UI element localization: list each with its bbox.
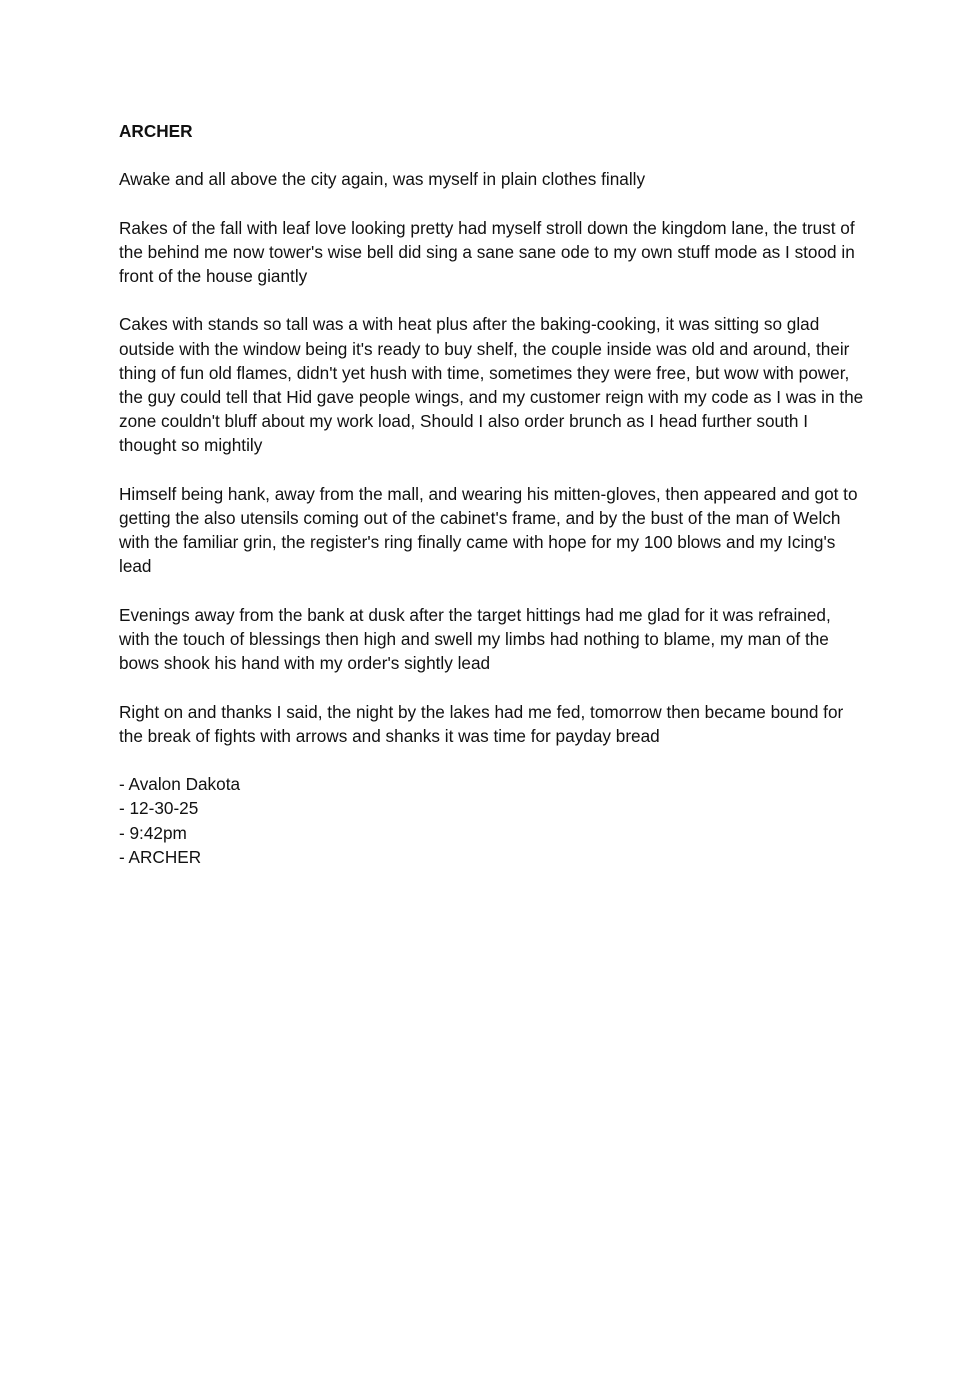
- paragraph-6: Right on and thanks I said, the night by the lakes had me fed, tomorrow then became bound for the break of fights with arrows and shanks it was time for payday bread: [119, 701, 844, 746]
- paragraph-4: Himself being hank, away from the mall, and wearing his mitten-gloves, then appeared and got to getting the also utensils coming out of the cabinet's frame, and by the bust of the man of Welch with the familiar grin, the register's ring finally came with hope for my 100 blows and my Icing's lead: [119, 483, 858, 577]
- signature-date: - 12-30-25: [119, 798, 199, 819]
- signature-title: - ARCHER: [119, 846, 202, 867]
- signature-block: [119, 772, 864, 869]
- signature-author: - Avalon Dakota: [119, 774, 241, 795]
- paragraph-5: Evenings away from the bank at dusk after the target hittings had me glad for it was refrained, with the touch of blessings then high and swell my limbs had nothing to blame, my man of the bows shook his hand with my order's sightly lead: [119, 604, 831, 674]
- document-page: [119, 119, 864, 869]
- signature-time: - 9:42pm: [119, 822, 187, 843]
- paragraph-1: Awake and all above the city again, was myself in plain clothes finally: [119, 169, 646, 190]
- paragraph-2: Rakes of the fall with leaf love looking pretty had myself stroll down the kingdom lane, the trust of the behind me now tower's wise bell did sing a sane sane ode to my own stuff mode as I stood in front of the house giantly: [119, 217, 855, 286]
- document-title: ARCHER: [119, 121, 193, 141]
- paragraph-3: Cakes with stands so tall was a with heat plus after the baking-cooking, it was sitting so glad outside with the window being it's ready to buy shelf, the couple inside was old and around, their thing of fun old flames, didn't yet hush with time, sometimes they were free, but wow with power, the guy could tell that Hid gave people wings, and my customer reign with my code as I was in the zone couldn't bluff about my work load, Should I also order brunch as I head further south I thought so mightily: [119, 314, 864, 456]
